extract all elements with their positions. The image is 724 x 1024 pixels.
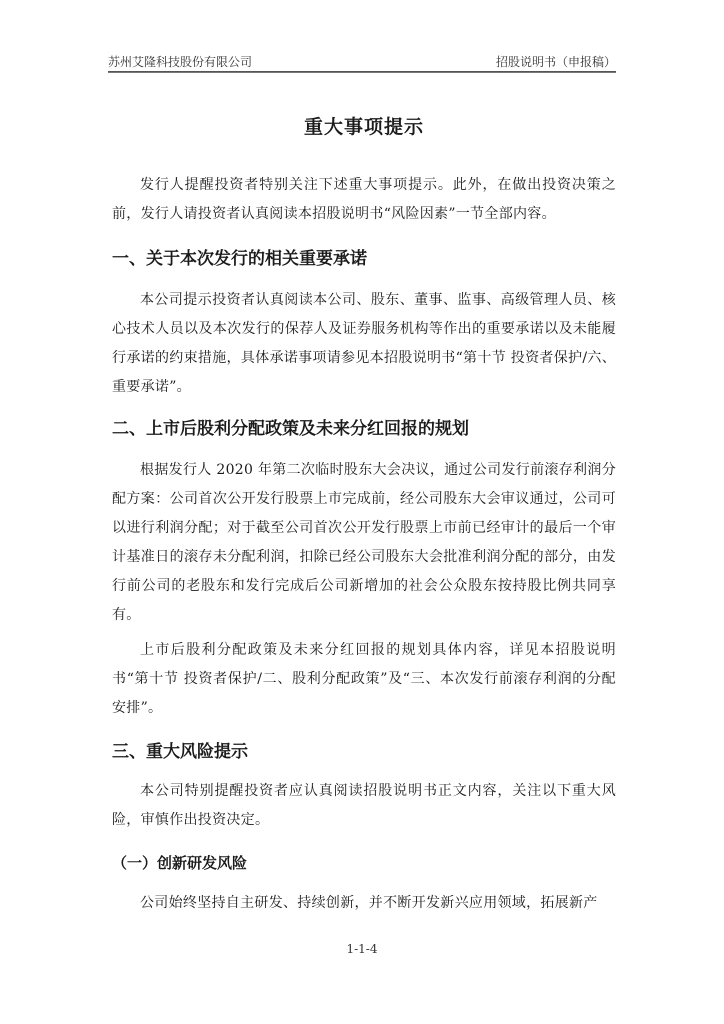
page-content <box>112 112 616 918</box>
section-paragraph: 上市后股利分配政策及未来分红回报的规划具体内容，详见本招股说明书“第十节 投资者保护/二、股利分配政策”及“三、本次发行前滚存利润的分配安排”。 <box>112 642 616 716</box>
subsection-paragraph: 公司始终坚持自主研发、持续创新，并不断开发新兴应用领域，拓展新产 <box>140 895 598 911</box>
subsection-heading-rd-risk: （一）创新研发风险 <box>112 854 248 872</box>
page-header <box>108 50 616 70</box>
intro-paragraph: 发行人提醒投资者特别关注下述重大事项提示。此外，在做出投资决策之前，发行人请投资者认真阅读本招股说明书“风险因素”一节全部内容。 <box>112 177 616 222</box>
section-heading-major-risks: 三、重大风险提示 <box>112 742 248 762</box>
header-rule <box>108 71 616 73</box>
section-paragraph: 本公司提示投资者认真阅读本公司、股东、董事、监事、高级管理人员、核心技术人员以及本次发行的保荐人及证券服务机构等作出的重要承诺以及未能履行承诺的约束措施，具体承诺事项请参见本招股说明书“第十节 投资者保护/六、重要承诺”。 <box>112 292 616 395</box>
header-company-name: 苏州艾隆科技股份有限公司 <box>108 55 253 69</box>
section-paragraph: 本公司特别提醒投资者应认真阅读招股说明书正文内容，关注以下重大风险，审慎作出投资决定。 <box>112 783 616 828</box>
section-heading-commitments: 一、关于本次发行的相关重要承诺 <box>112 249 367 269</box>
document-title: 重大事项提示 <box>303 116 424 138</box>
header-document-type: 招股说明书（申报稿） <box>495 55 616 69</box>
section-heading-dividend-policy: 二、上市后股利分配政策及未来分红回报的规划 <box>112 419 469 439</box>
page-number: 1-1-4 <box>346 942 378 956</box>
section-paragraph: 根据发行人 2020 年第二次临时股东大会决议，通过公司发行前滚存利润分配方案：公司首次公开发行股票上市完成前，经公司股东大会审议通过，公司可以进行利润分配；对于截至公司首次公开发行股票上市前已经审计的最后一个审计基准日的滚存未分配利润，扣除已经公司股东大会批准利润分配的部分，由发行前公司的老股东和发行完成后公司新增加的社会公众股东按持股比例共同享有。 <box>112 462 616 623</box>
